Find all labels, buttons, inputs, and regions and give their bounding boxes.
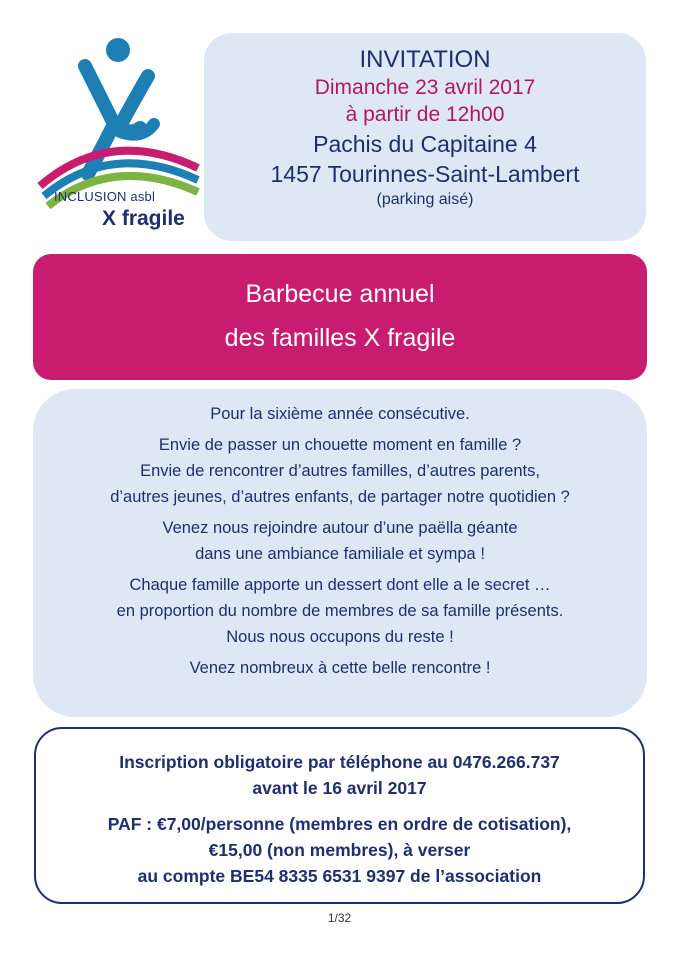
text-line: Venez nous rejoindre autour d’une paëlla géante xyxy=(162,519,518,537)
text-line: au compte BE54 8335 6531 9397 de l’association xyxy=(137,866,542,886)
text-line: Pour la sixième année consécutive. xyxy=(210,405,470,423)
banner-line-2: des familles X fragile xyxy=(224,324,456,352)
description-paragraph xyxy=(33,401,647,427)
event-city: 1457 Tourinnes-Saint-Lambert xyxy=(270,161,580,187)
text-line: dans une ambiance familiale et sympa ! xyxy=(195,545,485,563)
banner-line-1: Barbecue annuel xyxy=(245,280,435,308)
logo-org-text: INCLUSION asbl xyxy=(54,189,156,204)
text-line: Chaque famille apporte un dessert dont elle a le secret … xyxy=(129,576,551,594)
registration-paragraph xyxy=(36,749,643,801)
x-fragile-logo-icon xyxy=(30,36,200,236)
text-line: Venez nombreux à cette belle rencontre ! xyxy=(189,659,491,677)
text-line: Inscription obligatoire par téléphone au 0476.266.737 xyxy=(119,752,560,772)
text-line: PAF : €7,00/personne (membres en ordre de cotisation), xyxy=(107,814,572,834)
description-paragraph xyxy=(33,572,647,650)
parking-note: (parking aisé) xyxy=(376,191,474,208)
description-paragraph xyxy=(33,432,647,510)
event-time: à partir de 12h00 xyxy=(345,103,505,126)
logo-name-text: X fragile xyxy=(102,207,185,230)
description-box xyxy=(33,389,647,717)
registration-box xyxy=(34,727,645,904)
description-paragraph xyxy=(33,655,647,681)
text-line: en proportion du nombre de membres de sa famille présents. xyxy=(116,602,564,620)
event-title-banner xyxy=(33,254,647,380)
invitation-heading: INVITATION xyxy=(359,46,491,73)
text-line: Nous nous occupons du reste ! xyxy=(226,628,454,646)
description-paragraph xyxy=(33,515,647,567)
text-line: d’autres jeunes, d’autres enfants, de partager notre quotidien ? xyxy=(110,488,570,506)
event-street: Pachis du Capitaine 4 xyxy=(313,131,537,157)
text-line: Envie de passer un chouette moment en famille ? xyxy=(158,436,522,454)
text-line: Envie de rencontrer d’autres familles, d’autres parents, xyxy=(140,462,540,480)
invitation-box xyxy=(204,33,646,241)
text-line: avant le 16 avril 2017 xyxy=(252,778,427,798)
event-date: Dimanche 23 avril 2017 xyxy=(314,76,536,99)
page-number: 1/32 xyxy=(327,911,352,925)
text-line: €15,00 (non membres), à verser xyxy=(208,840,471,860)
payment-paragraph xyxy=(36,811,643,889)
